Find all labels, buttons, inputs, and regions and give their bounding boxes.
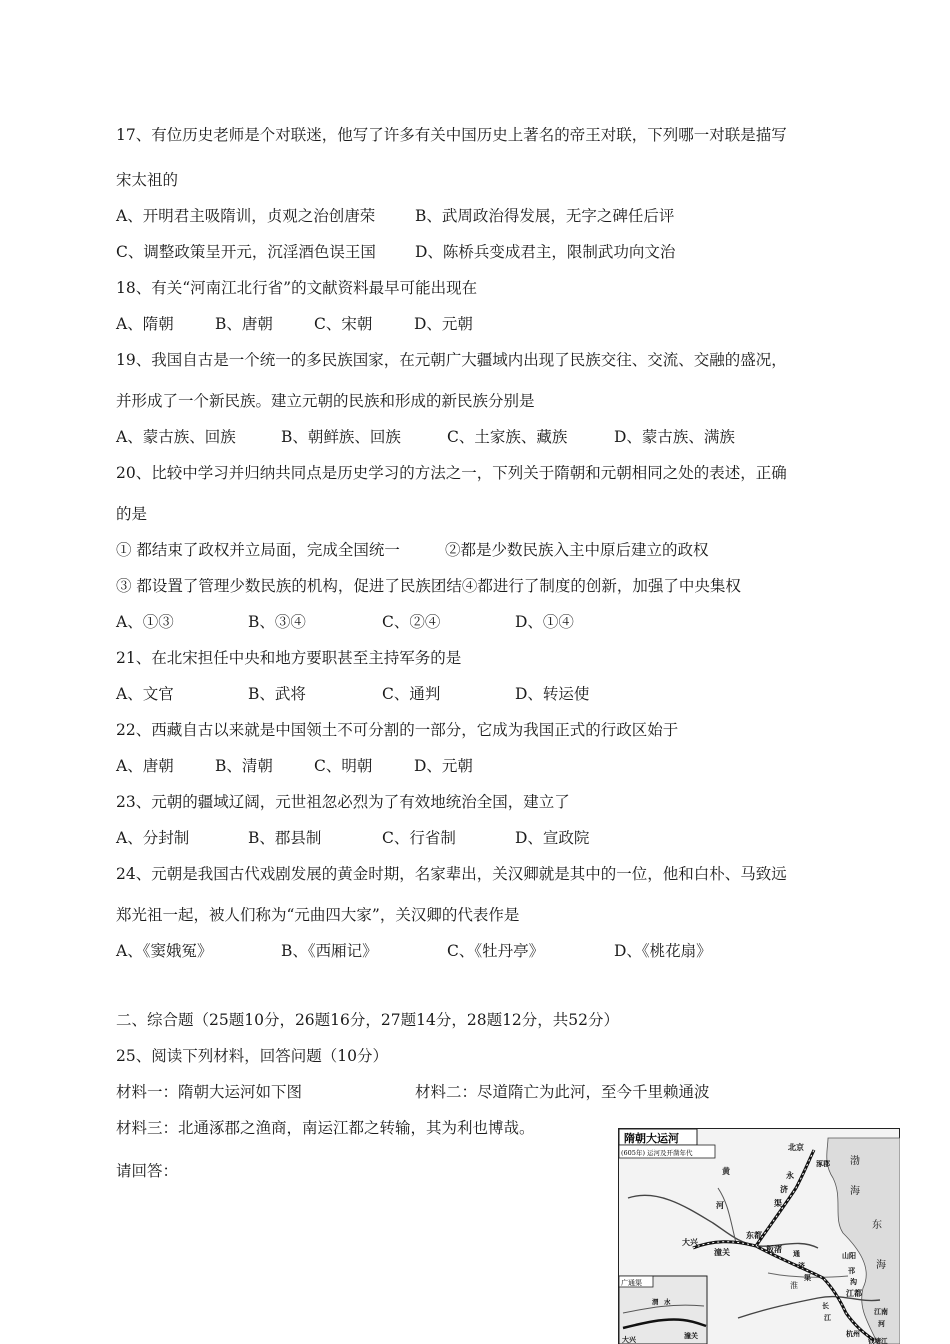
q20-option-a: A、①③ <box>116 613 174 631</box>
label-dong: 东 <box>872 1220 882 1231</box>
section-2-heading: 二、综合题（25题10分，26题16分，27题14分，28题12分，共52分） <box>116 1011 620 1029</box>
q22-option-b: B、清朝 <box>215 757 273 775</box>
q22-option-d: D、元朝 <box>414 757 473 775</box>
label-huang: 黄 <box>722 1166 730 1176</box>
q19-option-d: D、蒙古族、满族 <box>614 428 735 446</box>
label-qiantang: 钱塘江 <box>868 1337 888 1344</box>
q25-material-3: 材料三：北通涿郡之渔商，南运江都之转输，其为利也博哉。 <box>116 1119 535 1137</box>
q25-material-2: 材料二：尽道隋亡为此河，至今千里赖通波 <box>415 1083 710 1101</box>
label-jiangnan: 江南 <box>874 1307 888 1316</box>
q25-prompt: 请回答： <box>116 1162 179 1180</box>
q20-option-c: C、②④ <box>382 613 441 631</box>
q22-stem: 22、西藏自古以来就是中国领土不可分割的一部分，它成为我国正式的行政区始于 <box>116 721 679 739</box>
q18-option-c: C、宋朝 <box>314 315 373 333</box>
label-yong: 永 <box>786 1170 794 1180</box>
label-daxing: 大兴 <box>682 1237 698 1247</box>
q17-stem-line1: 17、有位历史老师是个对联迷，他写了许多有关中国历史上著名的帝王对联，下列哪一对联是描写 <box>116 126 787 144</box>
label-hai: 海 <box>850 1186 860 1197</box>
q20-item-1: ① 都结束了政权并立局面，完成全国统一 <box>116 541 400 559</box>
q23-stem: 23、元朝的疆域辽阔，元世祖忽必烈为了有效地统治全国，建立了 <box>116 793 570 811</box>
label-he-2: 河 <box>878 1319 885 1328</box>
label-tong: 通 <box>793 1249 800 1258</box>
q24-option-d: D、《桃花扇》 <box>614 942 712 960</box>
map-legend: (605年) 运河及开凿年代 <box>621 1149 693 1157</box>
q17-stem-line2: 宋太祖的 <box>116 171 179 189</box>
label-qu-2: 渠 <box>804 1273 811 1282</box>
label-hangzhou: 杭州 <box>846 1329 860 1338</box>
q18-stem: 18、有关“河南江北行省”的文献资料最早可能出现在 <box>116 279 478 297</box>
q24-option-c: C、《牡丹亭》 <box>447 942 545 960</box>
q20-item-2: ②都是少数民族入主中原后建立的政权 <box>445 541 709 559</box>
label-he: 河 <box>716 1200 724 1210</box>
q19-option-a: A、蒙古族、回族 <box>116 428 236 446</box>
label-huai: 淮 <box>790 1281 798 1290</box>
q21-option-c: C、通判 <box>382 685 441 703</box>
q23-option-a: A、分封制 <box>116 829 190 847</box>
label-dongdu: 东都 <box>746 1230 762 1240</box>
q23-option-d: D、宣政院 <box>515 829 590 847</box>
q24-option-b: B、《西厢记》 <box>281 942 378 960</box>
q18-option-b: B、唐朝 <box>215 315 273 333</box>
label-ji: 济 <box>780 1184 788 1194</box>
q17-option-a: A、开明君主吸隋训，贞观之治创唐荣 <box>116 207 376 225</box>
inset-label-tongguan: 潼关 <box>684 1331 698 1340</box>
label-jiangdu: 江都 <box>846 1288 862 1298</box>
label-tongguan: 潼关 <box>714 1247 730 1257</box>
label-qu: 渠 <box>774 1198 782 1208</box>
inset-label-shui: 水 <box>664 1298 671 1306</box>
label-zhuojun: 涿郡 <box>816 1159 830 1168</box>
map-title: 隋朝大运河 <box>624 1132 679 1145</box>
q24-option-a: A、《窦娥冤》 <box>116 942 213 960</box>
q20-stem-line2: 的是 <box>116 505 148 523</box>
q19-option-b: B、朝鲜族、回族 <box>281 428 401 446</box>
q23-option-b: B、郡县制 <box>248 829 322 847</box>
q21-option-d: D、转运使 <box>515 685 590 703</box>
label-hai-2: 海 <box>876 1260 886 1271</box>
q24-stem-line2: 郑光祖一起，被人们称为“元曲四大家”，关汉卿的代表作是 <box>116 906 520 924</box>
inset-label-wei: 渭 <box>652 1298 659 1306</box>
label-jiang: 江 <box>824 1313 831 1322</box>
q20-option-b: B、③④ <box>248 613 306 631</box>
q21-stem: 21、在北宋担任中央和地方要职甚至主持军务的是 <box>116 649 462 667</box>
q22-option-c: C、明朝 <box>314 757 373 775</box>
q25-stem: 25、阅读下列材料，回答问题（10分） <box>116 1047 388 1065</box>
q17-option-d: D、陈桥兵变成君主，限制武功向文治 <box>415 243 676 261</box>
sui-grand-canal-map <box>618 1128 900 1344</box>
q17-option-b: B、武周政治得发展，无字之碑任后评 <box>415 207 675 225</box>
q19-option-c: C、土家族、藏族 <box>447 428 568 446</box>
q25-material-1: 材料一：隋朝大运河如下图 <box>116 1083 303 1101</box>
label-chang: 长 <box>822 1301 829 1310</box>
q18-option-d: D、元朝 <box>414 315 473 333</box>
q23-option-c: C、行省制 <box>382 829 456 847</box>
inset-label-daxing: 大兴 <box>622 1335 636 1344</box>
q19-stem-line1: 19、我国自古是一个统一的多民族国家，在元朝广大疆域内出现了民族交往、交流、交融的盛况， <box>116 351 787 369</box>
q20-option-d: D、①④ <box>515 613 574 631</box>
label-ji-2: 济 <box>798 1261 805 1270</box>
q18-option-a: A、隋朝 <box>116 315 174 333</box>
label-shanyang: 山阳 <box>842 1251 856 1260</box>
label-gou: 沟 <box>850 1277 857 1286</box>
q21-option-b: B、武将 <box>248 685 306 703</box>
q19-stem-line2: 并形成了一个新民族。建立元朝的民族和形成的新民族分别是 <box>116 392 535 410</box>
inset-title: 广通渠 <box>621 1279 642 1287</box>
q17-option-c: C、调整政策呈开元，沉淫酒色误王国 <box>116 243 376 261</box>
q24-stem-line1: 24、元朝是我国古代戏剧发展的黄金时期，名家辈出，关汉卿就是其中的一位，他和白朴、马致远 <box>116 865 787 883</box>
label-bo: 渤 <box>850 1156 860 1167</box>
label-han: 邗 <box>848 1266 855 1275</box>
q20-item-3-4: ③ 都设置了管理少数民族的机构，促进了民族团结④都进行了制度的创新，加强了中央集权 <box>116 577 741 595</box>
label-banzhu: 板渚 <box>766 1244 782 1254</box>
label-beijing: 北京 <box>788 1142 804 1152</box>
q22-option-a: A、唐朝 <box>116 757 174 775</box>
q21-option-a: A、文官 <box>116 685 174 703</box>
q20-stem-line1: 20、比较中学习并归纳共同点是历史学习的方法之一，下列关于隋朝和元朝相同之处的表述，正确 <box>116 464 787 482</box>
